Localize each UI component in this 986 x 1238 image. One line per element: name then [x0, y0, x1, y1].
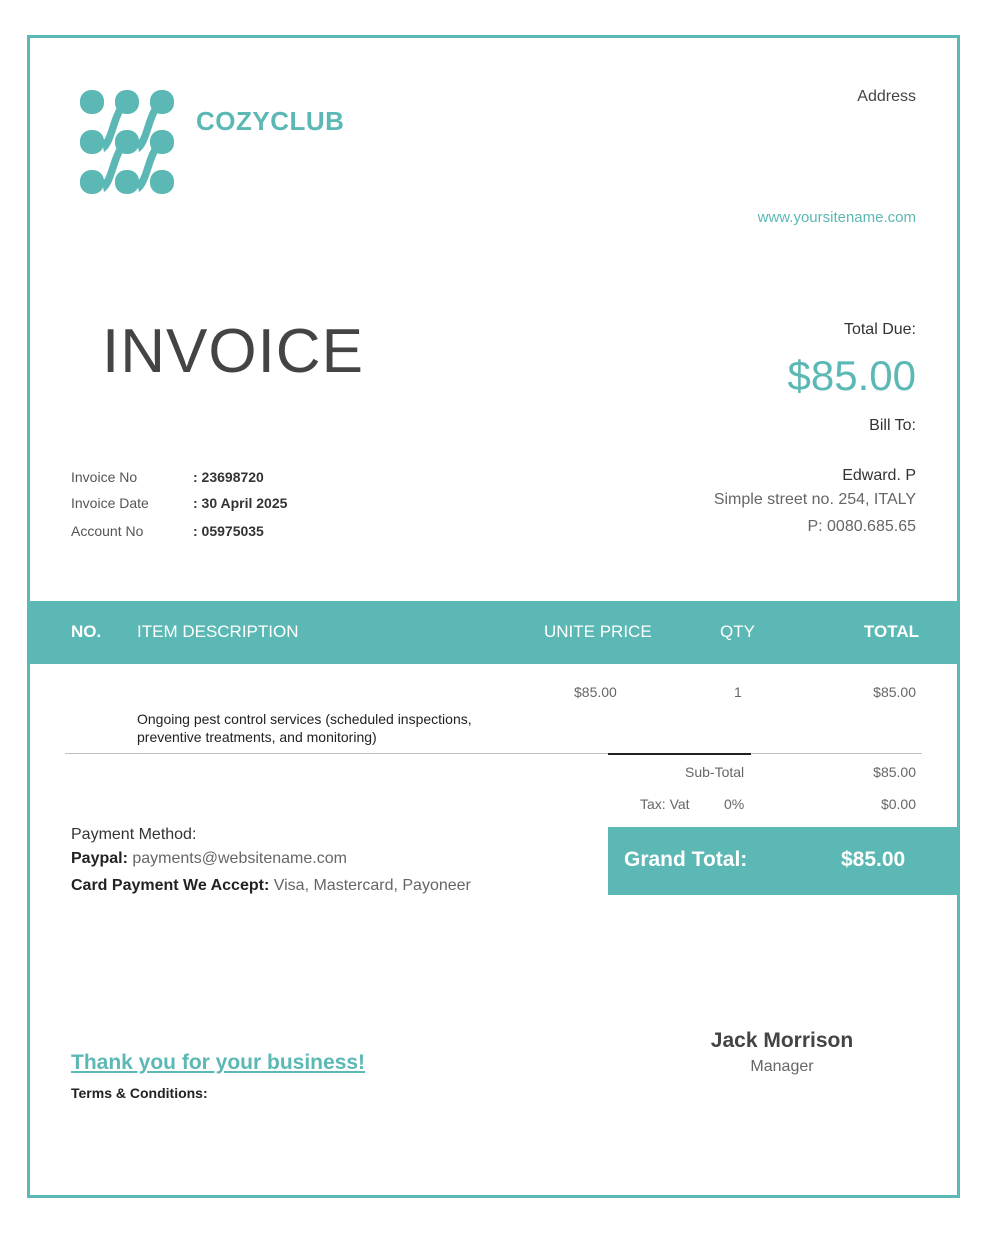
- grand-total-label: Grand Total:: [624, 848, 748, 871]
- bill-to-phone: P: 0080.685.65: [807, 518, 916, 535]
- cards-line: [71, 877, 471, 895]
- tax-value: $0.00: [880, 796, 916, 812]
- grand-total-value: $85.00: [841, 848, 906, 871]
- thank-you-message: Thank you for your business!: [71, 1051, 366, 1074]
- col-total-header: TOTAL: [863, 622, 919, 641]
- bill-to-name: Edward. P: [842, 467, 916, 484]
- subtotal-label: Sub-Total: [685, 764, 745, 780]
- row-description: Ongoing pest control services (scheduled inspections, preventive treatments, and monitoring): [137, 711, 472, 745]
- invoice-date-value: : 30 April 2025: [193, 495, 288, 511]
- account-no-value: : 05975035: [193, 523, 264, 539]
- col-unit-price-header: UNITE PRICE: [544, 622, 652, 641]
- paypal-value: payments@websitename.com: [132, 850, 347, 867]
- row-total: $85.00: [873, 684, 916, 700]
- col-qty-header: QTY: [720, 622, 755, 641]
- bill-to-label: Bill To:: [869, 417, 916, 434]
- total-due-label: Total Due:: [843, 321, 916, 338]
- account-no-label: Account No: [71, 523, 144, 539]
- tax-label: Tax: Vat: [640, 796, 690, 812]
- invoice-no-label: Invoice No: [71, 469, 138, 485]
- tax-rate: 0%: [724, 796, 745, 812]
- total-due-amount: $85.00: [787, 352, 916, 399]
- row-divider: [65, 753, 922, 754]
- col-description-header: ITEM DESCRIPTION: [137, 622, 299, 641]
- bill-to-address: Simple street no. 254, ITALY: [713, 491, 916, 508]
- row-unit-price: $85.00: [574, 684, 617, 700]
- totals-divider: [608, 753, 751, 755]
- payment-heading: Payment Method:: [71, 826, 197, 843]
- subtotal-value: $85.00: [873, 764, 916, 780]
- paypal-line: [71, 850, 347, 868]
- terms-heading: Terms & Conditions:: [71, 1085, 208, 1101]
- signatory-name: Jack Morrison: [710, 1029, 854, 1052]
- signatory-role: Manager: [750, 1058, 814, 1075]
- paypal-label: Paypal:: [71, 850, 128, 867]
- invoice-no-value: : 23698720: [193, 469, 264, 485]
- company-address: Address: [857, 88, 916, 105]
- document-title: INVOICE: [102, 317, 364, 386]
- cards-label: Card Payment We Accept:: [71, 877, 270, 894]
- cards-value: Visa, Mastercard, Payoneer: [273, 877, 471, 894]
- brand-name: COZYCLUB: [196, 106, 345, 136]
- col-no-header: NO.: [71, 622, 102, 641]
- website-link[interactable]: www.yoursitename.com: [757, 209, 916, 226]
- invoice-date-label: Invoice Date: [71, 495, 149, 511]
- dotted-wave-logo-icon: [80, 90, 174, 194]
- row-qty: 1: [734, 684, 742, 700]
